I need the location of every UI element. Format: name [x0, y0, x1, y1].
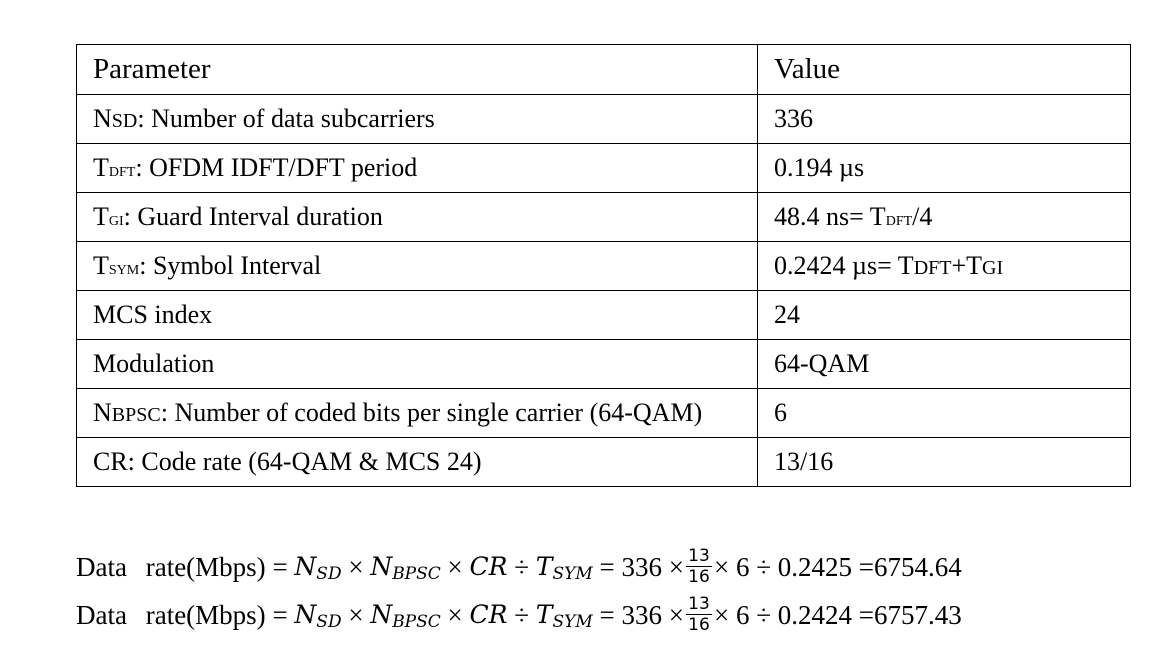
- value-cell: [758, 193, 1131, 242]
- formula-block: [76, 540, 962, 636]
- formula-line: [76, 540, 962, 588]
- table-row: [77, 438, 1131, 487]
- param-symbol: T: [93, 251, 109, 280]
- value-cell: 0.194 µs: [758, 144, 1131, 193]
- param-symbol: T: [93, 202, 109, 231]
- formula-op: ×: [348, 551, 364, 582]
- param-symbol: T: [93, 153, 109, 182]
- formula-var: N: [370, 551, 393, 581]
- header-value: Value: [758, 45, 1131, 95]
- fraction-denominator: 16: [688, 615, 710, 636]
- formula-var: N: [370, 599, 393, 629]
- formula-fraction: [686, 594, 712, 636]
- value-cell: 64-QAM: [758, 340, 1131, 389]
- param-cell: Modulation: [77, 340, 758, 389]
- formula-fraction: [686, 546, 712, 588]
- param-desc: : Guard Interval duration: [123, 202, 383, 231]
- formula-var: CR: [469, 551, 508, 581]
- formula-op: ×: [447, 551, 463, 582]
- param-cell: [77, 193, 758, 242]
- value-part: 0.2424 µs= T: [774, 251, 914, 280]
- table-row: [77, 340, 1131, 389]
- param-symbol-sub: GI: [108, 214, 124, 229]
- value-cell: 336: [758, 95, 1131, 144]
- param-desc: : Symbol Interval: [139, 251, 322, 280]
- param-cell: [77, 95, 758, 144]
- fraction-numerator: 13: [688, 594, 710, 615]
- formula-label: Data: [76, 599, 127, 630]
- formula-var: N: [294, 551, 317, 581]
- param-cell: [77, 242, 758, 291]
- formula-sub: SYM: [552, 612, 593, 632]
- param-cell: MCS index: [77, 291, 758, 340]
- formula-label: rate(Mbps): [145, 599, 266, 630]
- formula-op: ×: [447, 599, 463, 630]
- header-parameter: Parameter: [77, 45, 758, 95]
- formula-line: [76, 588, 962, 636]
- param-cell: [77, 144, 758, 193]
- formula-equals: =: [272, 551, 288, 582]
- formula-result: × 6 ÷ 0.2425 =6754.64: [713, 551, 962, 582]
- value-part: 48.4 ns= T: [774, 202, 886, 231]
- formula-op: ÷: [514, 551, 530, 582]
- value-cell: 6: [758, 389, 1131, 438]
- formula-label: rate(Mbps): [145, 551, 266, 582]
- formula-op: ×: [348, 599, 364, 630]
- table-row: [77, 95, 1131, 144]
- param-desc: : Number of coded bits per single carrier (64-QAM): [160, 398, 703, 427]
- param-symbol: N: [93, 398, 112, 427]
- formula-label: Data: [76, 551, 127, 582]
- formula-value: = 336 ×: [599, 599, 684, 630]
- param-symbol-sub: BPSC: [111, 404, 161, 426]
- formula-sub: SYM: [552, 564, 593, 584]
- parameter-table: [76, 44, 1131, 487]
- table-row: [77, 242, 1131, 291]
- value-sub: DFT: [913, 257, 952, 279]
- formula-var: T: [535, 551, 553, 581]
- formula-sub: SD: [316, 564, 342, 584]
- value-cell: 13/16: [758, 438, 1131, 487]
- table-row: [77, 389, 1131, 438]
- formula-value: = 336 ×: [599, 551, 684, 582]
- param-desc: : OFDM IDFT/DFT period: [135, 153, 418, 182]
- formula-result: × 6 ÷ 0.2424 =6757.43: [713, 599, 962, 630]
- param-symbol-sub: SYM: [108, 263, 140, 278]
- fraction-numerator: 13: [688, 546, 710, 567]
- formula-var: CR: [469, 599, 508, 629]
- value-cell: 24: [758, 291, 1131, 340]
- formula-equals: =: [272, 599, 288, 630]
- param-symbol-sub: SD: [111, 110, 138, 132]
- formula-sub: SD: [316, 612, 342, 632]
- fraction-denominator: 16: [688, 567, 710, 588]
- formula-sub: BPSC: [392, 564, 441, 584]
- table-row: [77, 144, 1131, 193]
- formula-var: T: [535, 599, 553, 629]
- param-symbol-sub: DFT: [108, 165, 136, 180]
- value-sub: DFT: [885, 214, 913, 229]
- formula-sub: BPSC: [392, 612, 441, 632]
- param-symbol: N: [93, 104, 112, 133]
- formula-op: ÷: [514, 599, 530, 630]
- value-part: /4: [912, 202, 933, 231]
- formula-var: N: [294, 599, 317, 629]
- value-sub: GI: [982, 257, 1004, 279]
- param-desc: : Number of data subcarriers: [137, 104, 435, 133]
- param-cell: CR: Code rate (64-QAM & MCS 24): [77, 438, 758, 487]
- table-header-row: [77, 45, 1131, 95]
- table-row: [77, 291, 1131, 340]
- value-part: +T: [951, 251, 983, 280]
- table-row: [77, 193, 1131, 242]
- value-cell: [758, 242, 1131, 291]
- param-cell: [77, 389, 758, 438]
